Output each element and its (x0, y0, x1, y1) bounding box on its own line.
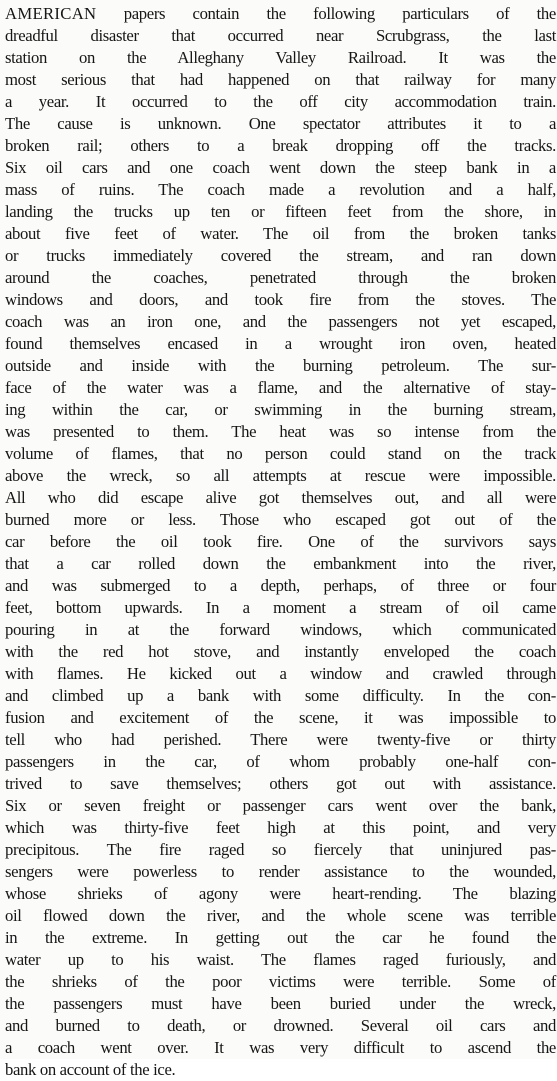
article-line: tell who had perished. There were twenty-five or thirty (5, 730, 556, 749)
article-line: face of the water was a flame, and the alternative of stay- (5, 378, 556, 397)
article-line: a coach went over. It was very difficult to ascend the (5, 1038, 556, 1057)
article-line: whose shrieks of agony were heart-rending. The blazing (5, 884, 556, 903)
article-line: fusion and excitement of the scene, it was impossible to (5, 708, 556, 727)
article-line: landing the trucks up ten or fifteen feet from the shore, in (5, 202, 556, 221)
article-line: with flames. He kicked out a window and crawled through (5, 664, 556, 683)
article-line: broken rail; others to a break dropping off the tracks. (5, 136, 556, 155)
article-line: coach was an iron one, and the passengers not yet escaped, (5, 312, 556, 331)
article-line: volume of flames, that no person could stand on the track (5, 444, 556, 463)
article-line: the shrieks of the poor victims were terrible. Some of (5, 972, 556, 991)
article-line: feet, bottom upwards. In a moment a stream of oil came (5, 598, 556, 617)
article-line-text: papers contain the following particulars of the (96, 4, 556, 23)
article-line: car before the oil took fire. One of the survivors says (5, 532, 556, 551)
article-line: that a car rolled down the embankment into the river, (5, 554, 556, 573)
article-line: All who did escape alive got themselves out, and all were (5, 488, 556, 507)
article-lead-word: AMERICAN (5, 4, 97, 23)
article-line: station on the Alleghany Valley Railroad. It was the (5, 48, 556, 67)
article-line: and climbed up a bank with some difficulty. In the con- (5, 686, 556, 705)
article-line: the passengers must have been buried under the wreck, (5, 994, 556, 1013)
article-line: sengers were powerless to render assistance to the wounded, (5, 862, 556, 881)
article-line: passengers in the car, of whom probably one-half con- (5, 752, 556, 771)
article-line: water up to his waist. The flames raged furiously, and (5, 950, 556, 969)
article-line: was presented to them. The heat was so intense from the (5, 422, 556, 441)
article-line: about five feet of water. The oil from the broken tanks (5, 224, 556, 243)
article-line: The cause is unknown. One spectator attributes it to a (5, 114, 556, 133)
article-line: found themselves encased in a wrought iron oven, heated (5, 334, 556, 353)
article-line: which was thirty-five feet high at this point, and very (5, 818, 556, 837)
article-line (5, 3, 556, 25)
article-line: in the extreme. In getting out the car he found the (5, 928, 556, 947)
article-line: windows and doors, and took fire from the stoves. The (5, 290, 556, 309)
article-line: burned more or less. Those who escaped got out of the (5, 510, 556, 529)
article-body (5, 3, 556, 1081)
article-line: precipitous. The fire raged so fiercely that uninjured pas- (5, 840, 556, 859)
article-line: and was submerged to a depth, perhaps, of three or four (5, 576, 556, 595)
article-line: around the coaches, penetrated through the broken (5, 268, 556, 287)
article-line: a year. It occurred to the off city accommodation train. (5, 92, 556, 111)
article-line: trived to save themselves; others got out with assistance. (5, 774, 556, 793)
article-line: ing within the car, or swimming in the burning stream, (5, 400, 556, 419)
article-line: dreadful disaster that occurred near Scrubgrass, the last (5, 26, 556, 45)
article-line: or trucks immediately covered the stream, and ran down (5, 246, 556, 265)
article-line: mass of ruins. The coach made a revolution and a half, (5, 180, 556, 199)
article-line: outside and inside with the burning petroleum. The sur- (5, 356, 556, 375)
article-line: most serious that had happened on that railway for many (5, 70, 556, 89)
article-line: oil flowed down the river, and the whole scene was terrible (5, 906, 556, 925)
article-line: bank on account of the ice. (5, 1060, 176, 1079)
article-line: pouring in at the forward windows, which communicated (5, 620, 556, 639)
article-line: Six or seven freight or passenger cars went over the bank, (5, 796, 556, 815)
article-line: and burned to death, or drowned. Several oil cars and (5, 1016, 556, 1035)
article-line: above the wreck, so all attempts at rescue were impossible. (5, 466, 556, 485)
article-line: with the red hot stove, and instantly enveloped the coach (5, 642, 556, 661)
article-line: Six oil cars and one coach went down the steep bank in a (5, 158, 556, 177)
